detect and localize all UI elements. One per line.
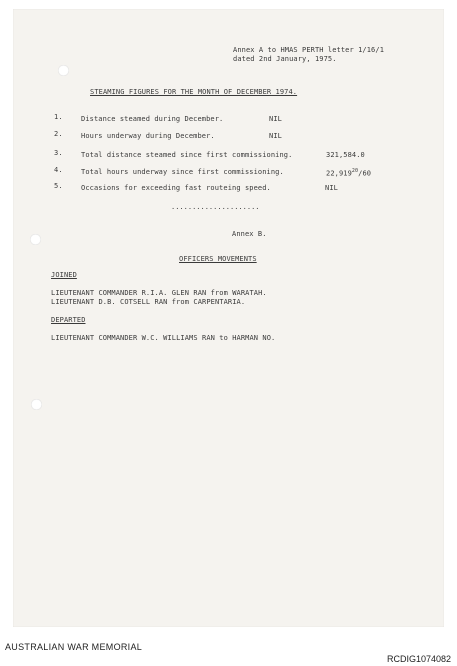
item-value (326, 168, 371, 177)
item-number: 2. (54, 130, 63, 138)
officers-movements-title: OFFICERS MOVEMENTS (179, 255, 257, 263)
item-value: NIL (325, 184, 338, 192)
minutes-numerator: 20 (351, 168, 359, 174)
item-label: Hours underway during December. (81, 132, 215, 140)
item-value: NIL (269, 115, 282, 123)
joined-heading: JOINED (51, 271, 77, 279)
minutes-denominator: /60 (358, 169, 372, 178)
item-label: Occasions for exceeding fast routeing speed. (81, 184, 271, 192)
item-value: 321,584.0 (326, 151, 365, 159)
joined-entry: LIEUTENANT COMMANDER R.I.A. GLEN RAN from WARATAH. (51, 289, 267, 297)
item-number: 3. (54, 149, 63, 157)
item-number: 4. (54, 166, 63, 174)
item-value: NIL (269, 132, 282, 140)
separator-dots: ..................... (171, 203, 260, 211)
document-page (13, 9, 444, 627)
joined-entry: LIEUTENANT D.B. COTSELL RAN from CARPENTARIA. (51, 298, 246, 306)
departed-heading: DEPARTED (51, 316, 86, 324)
steaming-title: STEAMING FIGURES FOR THE MONTH OF DECEMBER 1974. (90, 88, 298, 96)
punch-hole-middle (30, 234, 41, 245)
item-label: Total distance steamed since first commissioning. (81, 151, 293, 159)
item-label: Distance steamed during December. (81, 115, 224, 123)
punch-hole-bottom (31, 399, 42, 410)
item-number: 1. (54, 113, 63, 121)
record-id: RCDIG1074082 (386, 654, 451, 664)
header-date: dated 2nd January, 1975. (233, 55, 337, 63)
departed-entry: LIEUTENANT COMMANDER W.C. WILLIAMS RAN to HARMAN NO. (51, 334, 276, 342)
hours-value: 22,919 (326, 169, 352, 178)
punch-hole-top (58, 65, 69, 76)
annex-b-label: Annex B. (232, 230, 267, 238)
header-reference: Annex A to HMAS PERTH letter 1/16/1 (233, 46, 385, 54)
item-label: Total hours underway since first commissioning. (81, 168, 284, 176)
item-number: 5. (54, 182, 63, 190)
archive-footer (0, 632, 457, 666)
institution-name: AUSTRALIAN WAR MEMORIAL (5, 642, 143, 652)
